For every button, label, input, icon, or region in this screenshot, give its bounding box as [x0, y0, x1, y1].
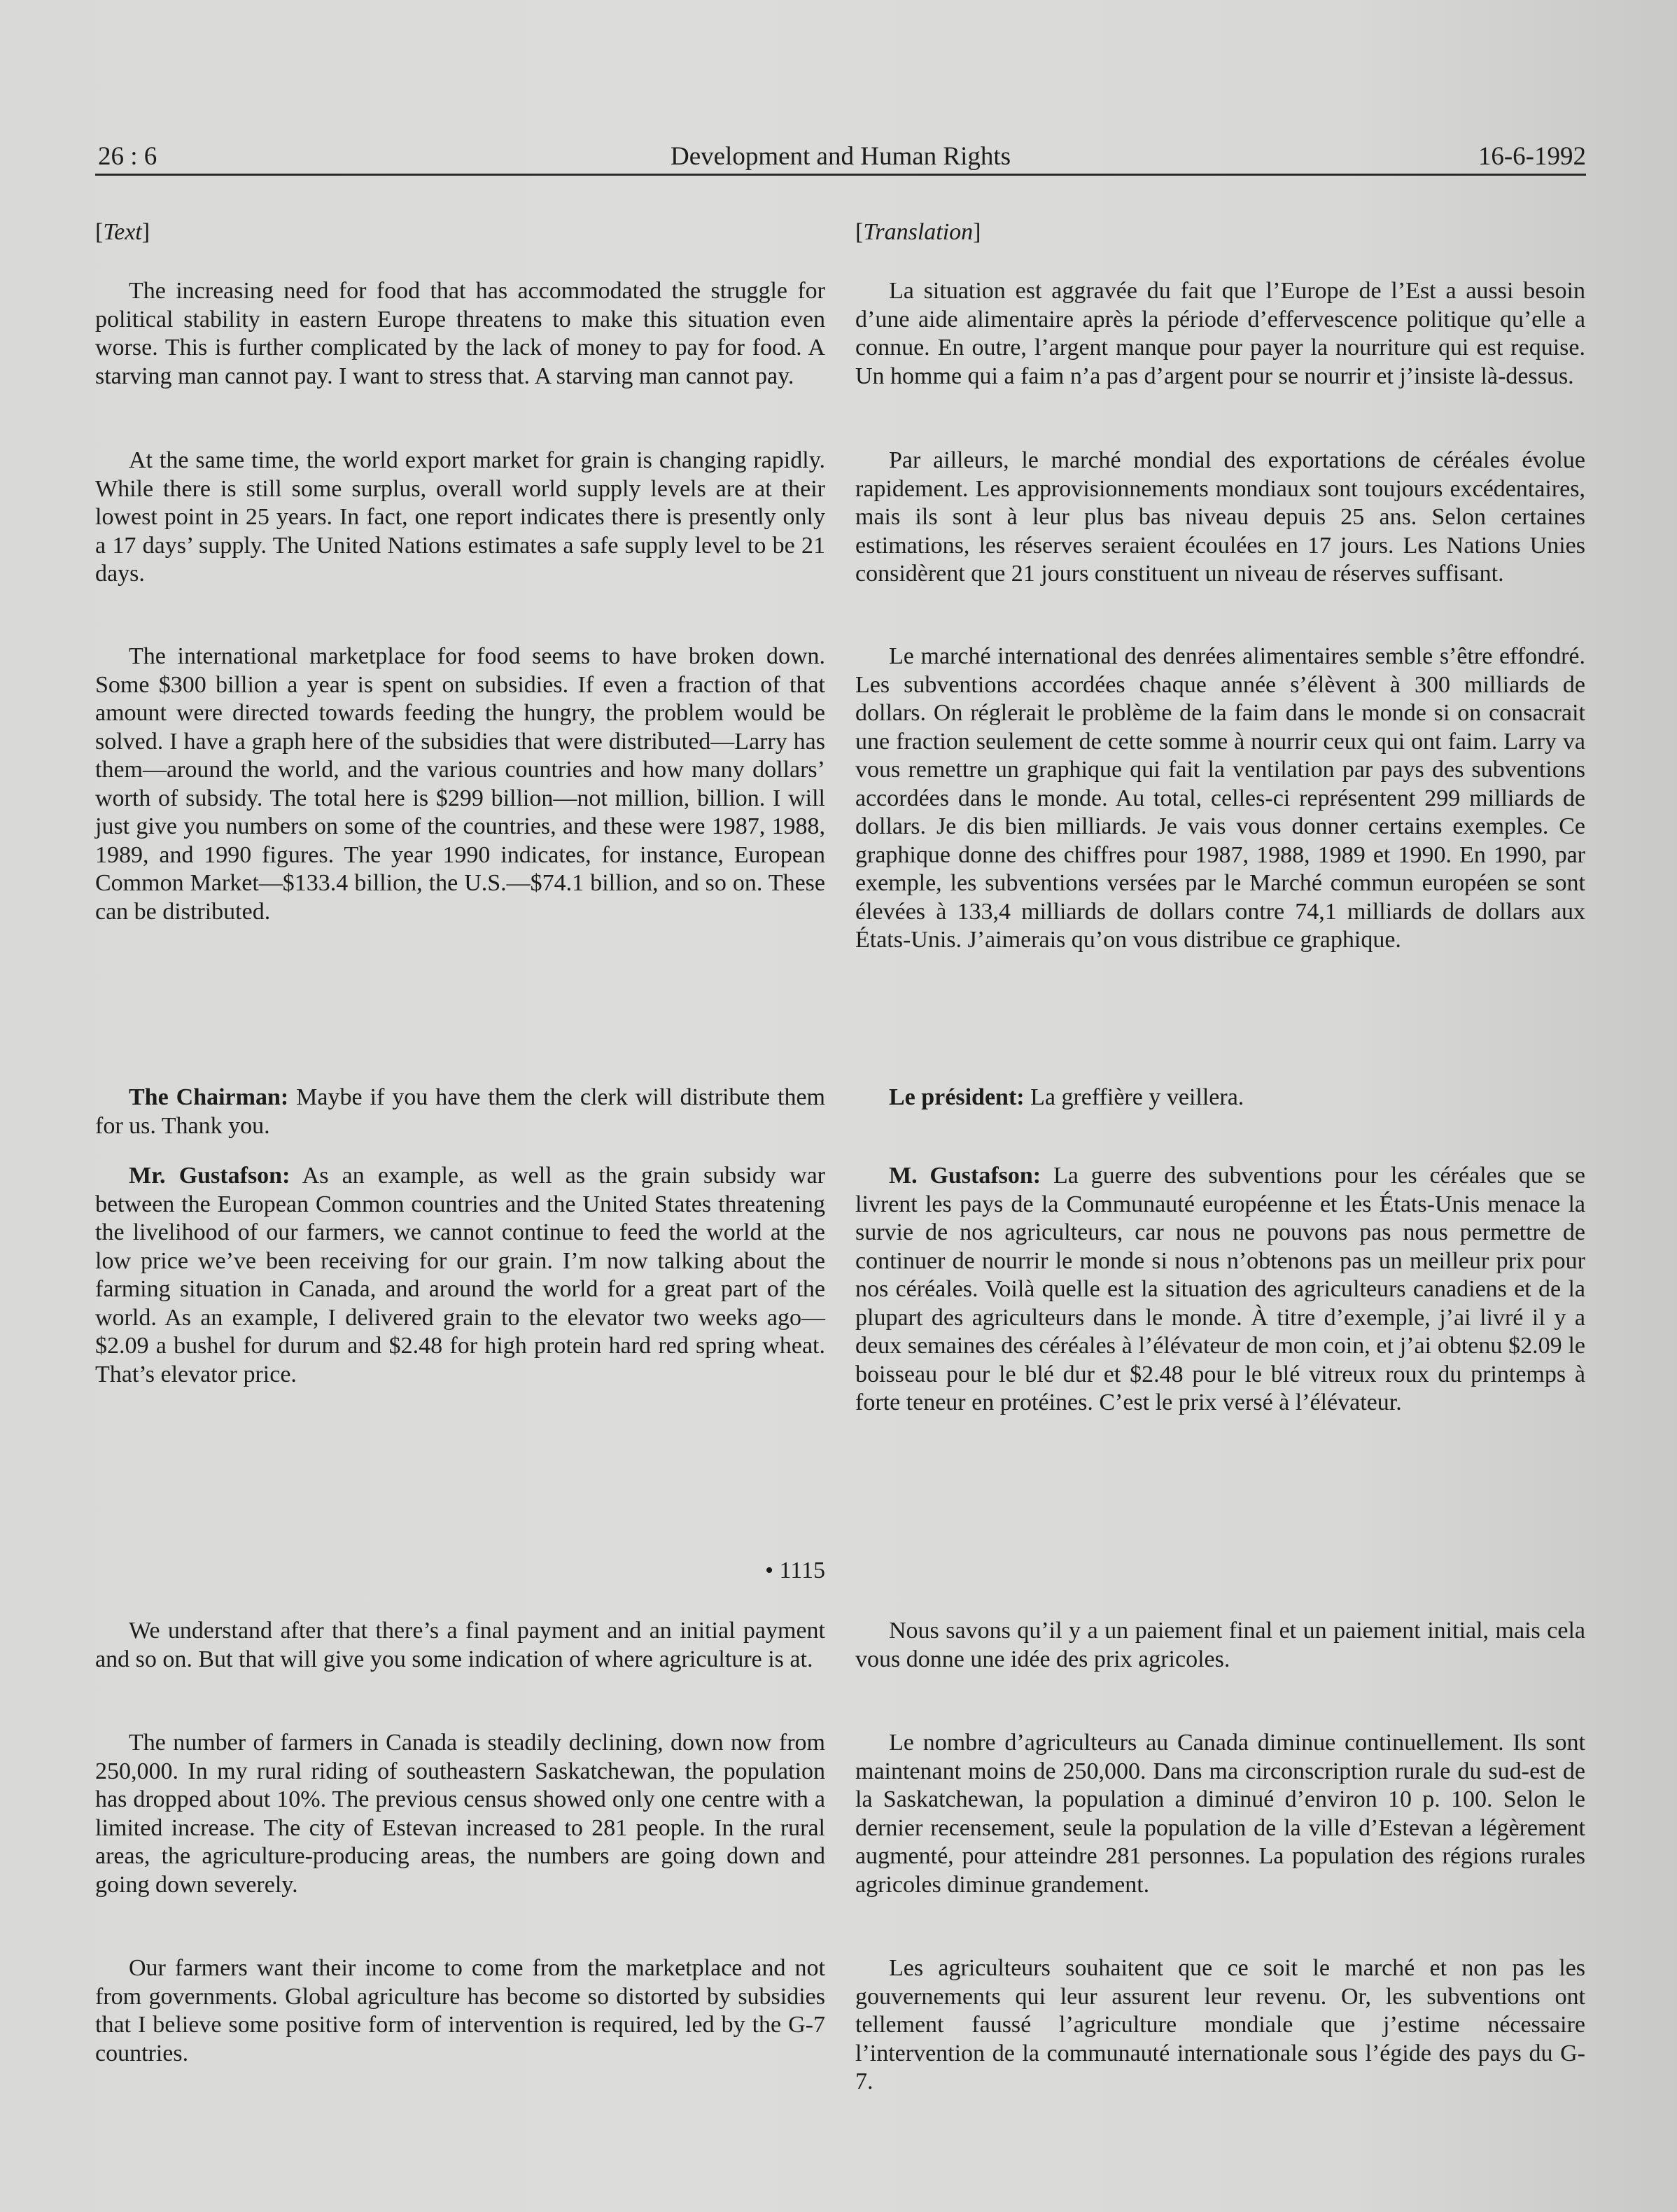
- left-paragraph-2: At the same time, the world export market for grain is changing rapidly. While there is still some surplus, overall world supply levels are at their lowest point in 25 years. In fact, one report indicates there is presently only a 17 days’ supply. The United Nations estimates a safe supply level to be 21 days.: [95, 447, 825, 587]
- page-number: 26 : 6: [98, 142, 157, 171]
- speaker-name: Mr. Gustafson:: [129, 1163, 290, 1189]
- left-paragraph-6: Our farmers want their income to come from the marketplace and not from governments. Global agriculture has become so distorted by subsidies that I believe some positive form of intervention is required, led by the G-7 countries.: [95, 1955, 825, 2066]
- statement-text: As an example, as well as the grain subsidy war between the European Common countries and the United States threatening the livelihood of our farmers, we cannot continue to feed the world at the low price we’ve been receiving for our grain. I’m now talking about the farming situation in Canada, and around the world for a great part of the world. As an example, I delivered grain to the elevator two weeks ago—$2.09 a bushel for durum and $2.48 for high protein hard red spring wheat. That’s elevator price.: [95, 1163, 825, 1387]
- speaker-name: The Chairman:: [129, 1084, 289, 1110]
- page-header: [95, 137, 1586, 176]
- right-chairman-statement: [855, 1084, 1585, 1112]
- time-marker: • 1115: [765, 1558, 825, 1583]
- text-label: [Text]: [95, 219, 150, 245]
- right-paragraph-5: Le nombre d’agriculteurs au Canada diminue continuellement. Ils sont maintenant moins de 250,000. Dans ma circonscription rurale du sud-est de la Saskatchewan, la population a diminué d’environ 10 p. 100. Selon le dernier recensement, seule la population de la ville d’Estevan a légèrement augmenté, pour atteindre 281 personnes. La population des régions rurales agricoles diminue grandement.: [855, 1730, 1585, 1898]
- left-paragraph-1: The increasing need for food that has accommodated the struggle for political stability in eastern Europe threatens to make this situation even worse. This is further complicated by the lack of money to pay for food. A starving man cannot pay. I want to stress that. A starving man cannot pay.: [95, 278, 825, 389]
- statement-text: La guerre des subventions pour les céréales que se livrent les pays de la Communauté européenne et les États-Unis menace la survie de nos agriculteurs, car nous ne pouvons pas nous permettre de continuer de nourrir le monde si nous n’obtenons pas un meilleur prix pour nos céréales. Voilà quelle est la situation des agriculteurs canadiens et de la plupart des agriculteurs dans le monde. À titre d’exemple, j’ai livré il y a deux semaines des céréales à l’élévateur de mon coin, et j’ai obtenu $2.09 le boisseau pour le blé dur et $2.48 pour le blé vitreux roux du printemps à forte teneur en protéines. C’est le prix versé à l’élévateur.: [855, 1163, 1585, 1415]
- left-chairman-statement: [95, 1084, 825, 1140]
- right-paragraph-6: Les agriculteurs souhaitent que ce soit le marché et non pas les gouvernements qui leur assurent leur revenu. Or, les subventions ont tellement faussé l’agriculture mondiale que j’estime nécessaire l’intervention de la communauté internationale sous l’égide des pays du G-7.: [855, 1955, 1585, 2094]
- left-paragraph-5: The number of farmers in Canada is steadily declining, down now from 250,000. In my rural riding of southeastern Saskatchewan, the population has dropped about 10%. The previous census showed only one centre with a limited increase. The city of Estevan increased to 281 people. In the rural areas, the agriculture-producing areas, the numbers are going down and going down severely.: [95, 1730, 825, 1898]
- left-paragraph-3: The international marketplace for food seems to have broken down. Some $300 billion a year is spent on subsidies. If even a fraction of that amount were directed towards feeding the hungry, the problem would be solved. I have a graph here of the subsidies that were distributed—Larry has them—around the world, and the various countries and how many dollars’ worth of subsidy. The total here is $299 billion—not million, billion. I will just give you numbers on some of the countries, and these were 1987, 1988, 1989, and 1990 figures. The year 1990 indicates, for instance, European Common Market—$133.4 billion, the U.S.—$74.1 billion, and so on. These can be distributed.: [95, 643, 825, 925]
- right-paragraph-4: Nous savons qu’il y a un paiement final et un paiement initial, mais cela vous donne une idée des prix agricoles.: [855, 1618, 1585, 1672]
- left-paragraph-4: We understand after that there’s a final payment and an initial payment and so on. But that will give you some indication of where agriculture is at.: [95, 1618, 825, 1672]
- right-gustafson-statement: [855, 1162, 1585, 1418]
- speaker-name: M. Gustafson:: [889, 1163, 1041, 1189]
- translation-label: [Translation]: [855, 219, 981, 245]
- page-date: 16-6-1992: [1478, 142, 1586, 171]
- right-paragraph-3: Le marché international des denrées alimentaires semble s’être effondré. Les subventions accordées chaque année s’élèvent à 300 milliards de dollars. On réglerait le problème de la faim dans le monde si on consacrait une fraction seulement de cette somme à nourrir ceux qui ont faim. Larry va vous remettre un graphique qui fait la ventilation par pays des subventions accordées dans le monde. Au total, celles-ci représentent 299 milliards de dollars. Je dis bien milliards. Je vais vous donner certains exemples. Ce graphique donne des chiffres pour 1987, 1988, 1989 et 1990. En 1990, par exemple, les subventions versées par le Marché commun européen se sont élevées à 133,4 milliards de dollars contre 74,1 milliards de dollars aux États-Unis. J’aimerais qu’on vous distribue ce graphique.: [855, 643, 1585, 953]
- right-paragraph-1: La situation est aggravée du fait que l’Europe de l’Est a aussi besoin d’une aide alimentaire après la période d’effervescence politique qu’elle a connue. En outre, l’argent manque pour payer la nourriture qui est requise. Un homme qui a faim n’a pas d’argent pour se nourrir et j’insiste là-dessus.: [855, 278, 1585, 389]
- left-gustafson-statement: [95, 1162, 825, 1389]
- right-paragraph-2: Par ailleurs, le marché mondial des exportations de céréales évolue rapidement. Les approvisionnements mondiaux sont toujours excédentaires, mais ils sont à leur plus bas niveau depuis 25 ans. Selon certaines estimations, les réserves seraient écoulées en 17 jours. Les Nations Unies considèrent que 21 jours constituent un niveau de réserves suffisant.: [855, 447, 1585, 587]
- statement-text: La greffière y veillera.: [1024, 1084, 1244, 1110]
- speaker-name: Le président:: [889, 1084, 1025, 1110]
- statement-text: Maybe if you have them the clerk will distribute them for us. Thank you.: [95, 1084, 826, 1139]
- page-title: Development and Human Rights: [670, 142, 1011, 171]
